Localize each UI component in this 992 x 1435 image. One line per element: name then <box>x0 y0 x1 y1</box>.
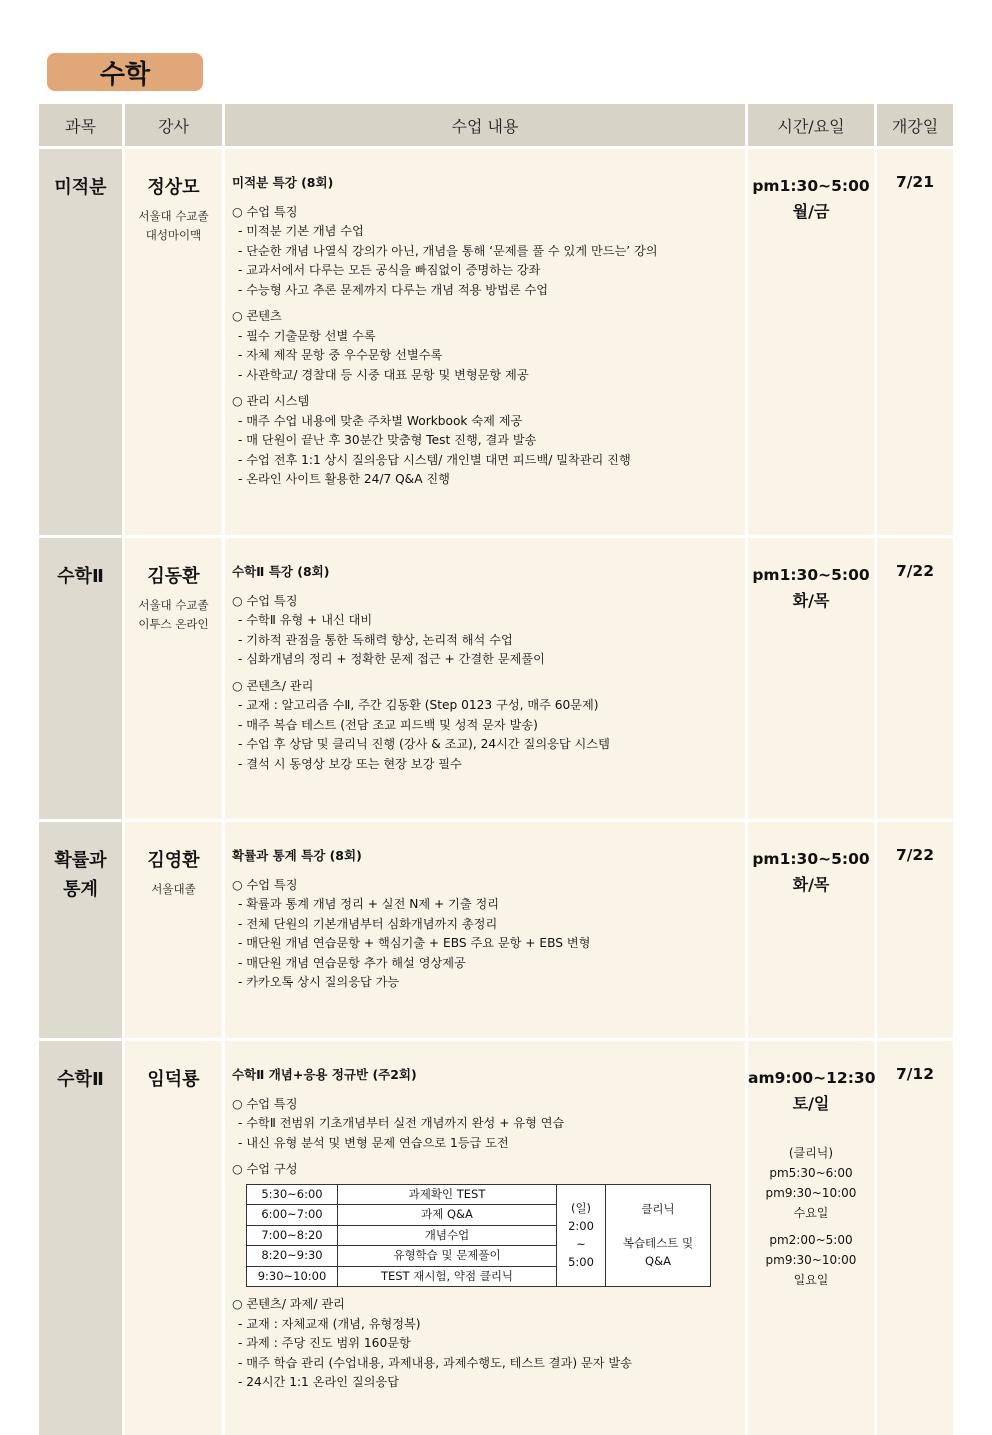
row1-subject: 미적분 <box>39 149 122 535</box>
schedule-desc: 과제확인 TEST <box>338 1184 557 1205</box>
clinic-info-line: pm5:30~6:00 <box>769 1166 853 1180</box>
sunday-line: 5:00 <box>568 1255 594 1270</box>
clinic-info-line: pm9:30~10:00 <box>765 1253 857 1267</box>
row2-open-date: 7/22 <box>877 538 953 819</box>
section-item: - 미적분 기본 개념 수업 <box>238 224 364 238</box>
section-head: ○ 콘텐츠/ 과제/ 관리 <box>232 1297 345 1311</box>
section-item: - 수능형 사고 추론 문제까지 다루는 개념 적용 방법론 수업 <box>238 282 549 297</box>
teacher-name: 임덕룡 <box>147 1069 200 1090</box>
course-title: 수학Ⅱ 특강 (8회) <box>232 564 330 579</box>
section-item: - 사관학교/ 경찰대 등 시중 대표 문항 및 변형문항 제공 <box>238 367 529 382</box>
row3-subject <box>39 822 122 1038</box>
section-head: ○ 수업 특징 <box>232 877 298 892</box>
schedule-time: 6:00~7:00 <box>247 1205 338 1226</box>
section-item: - 결석 시 동영상 보강 또는 현장 보강 필수 <box>238 756 462 771</box>
row3-content <box>225 822 745 1038</box>
schedule-time: 8:20~9:30 <box>247 1246 338 1267</box>
section-item: - 자체 제작 문항 중 우수문항 선별수록 <box>238 348 443 362</box>
section-item: - 필수 기출문항 선별 수록 <box>238 328 376 343</box>
course-table <box>39 104 949 1435</box>
sunday-slot <box>557 1184 606 1287</box>
section-head: ○ 수업 구성 <box>232 1162 298 1176</box>
section-item: - 수업 전후 1:1 상시 질의응답 시스템/ 개인별 대면 피드백/ 밀착관리 진행 <box>238 452 631 467</box>
row1-time <box>748 149 874 535</box>
subject-line: 확률과 <box>54 850 107 871</box>
section-head: ○ 콘텐츠/ 관리 <box>232 678 314 693</box>
schedule-desc: 유형학습 및 문제풀이 <box>338 1246 557 1267</box>
section-head: ○ 콘텐츠 <box>232 309 282 323</box>
course-title: 확률과 통계 특강 (8회) <box>232 848 362 863</box>
section-item: - 온라인 사이트 활용한 24/7 Q&A 진행 <box>238 472 450 486</box>
class-days: 화/목 <box>792 875 830 894</box>
section-head: ○ 수업 특징 <box>232 593 298 608</box>
content-section <box>232 392 739 490</box>
teacher-affiliation: 서울대 수교졸 <box>138 209 209 223</box>
row4-subject: 수학Ⅱ <box>39 1041 122 1435</box>
subject-line: 통계 <box>63 879 98 900</box>
teacher-name: 김동환 <box>147 566 200 587</box>
clinic-info-line: (클리닉) <box>788 1146 834 1160</box>
class-time: pm1:30~5:00 <box>752 566 870 584</box>
clinic-info-line: pm9:30~10:00 <box>765 1186 857 1200</box>
row2-content <box>225 538 745 819</box>
header-time: 시간/요일 <box>748 104 874 146</box>
course-title: 수학Ⅱ 개념+응용 정규반 (주2회) <box>232 1067 417 1082</box>
row3-open-date: 7/22 <box>877 822 953 1038</box>
section-item: - 전체 단원의 기본개념부터 심화개념까지 총정리 <box>238 916 498 931</box>
row2-subject: 수학Ⅱ <box>39 538 122 819</box>
clinic-slot <box>606 1184 711 1287</box>
schedule-time: 9:30~10:00 <box>247 1266 338 1287</box>
section-item: - 과제 : 주당 진도 범위 160문항 <box>238 1336 411 1350</box>
section-item: - 매주 학습 관리 (수업내용, 과제내용, 과제수행도, 테스트 결과) 문자 발송 <box>238 1355 632 1370</box>
clinic-info-line: 일요일 <box>793 1273 829 1287</box>
section-item: - 매단원 개념 연습문항 + 핵심기출 + EBS 주요 문항 + EBS 변형 <box>238 936 591 950</box>
schedule-time: 5:30~6:00 <box>247 1184 338 1205</box>
content-section <box>232 1160 739 1287</box>
section-item: - 수학Ⅱ 유형 + 내신 대비 <box>238 613 373 627</box>
clinic-line: Q&A <box>645 1254 671 1269</box>
sunday-line: (일) <box>570 1201 592 1216</box>
schedule-row <box>247 1184 711 1205</box>
class-days: 화/목 <box>792 591 830 610</box>
schedule-desc: 개념수업 <box>338 1225 557 1246</box>
teacher-affiliation: 서울대졸 <box>151 882 196 896</box>
row3-teacher <box>125 822 222 1038</box>
clinic-info-line: 수요일 <box>793 1206 829 1220</box>
row4-open-date: 7/12 <box>877 1041 953 1435</box>
section-item: - 교재 : 자체교재 (개념, 유형정복) <box>238 1316 421 1331</box>
content-section <box>232 203 739 301</box>
section-item: - 매 단원이 끝난 후 30분간 맞춤형 Test 진행, 결과 발송 <box>238 433 537 447</box>
teacher-affiliation: 대성마이맥 <box>145 228 202 242</box>
section-item: - 기하적 관점을 통한 독해력 향상, 논리적 해석 수업 <box>238 632 513 647</box>
section-item: - 매단원 개념 연습문항 추가 해설 영상제공 <box>238 955 466 970</box>
content-section <box>232 1095 739 1154</box>
header-subject: 과목 <box>39 104 122 146</box>
sunday-line: 2:00 <box>568 1219 594 1234</box>
content-section <box>232 307 739 385</box>
subject-badge: 수학 <box>47 53 203 91</box>
section-item: - 교과서에서 다루는 모든 공식을 빠짐없이 증명하는 강좌 <box>238 263 541 277</box>
teacher-affiliation: 서울대 수교졸 <box>138 598 209 612</box>
content-section <box>232 876 739 993</box>
row4-time <box>748 1041 874 1435</box>
row3-time <box>748 822 874 1038</box>
row2-teacher <box>125 538 222 819</box>
section-head: ○ 관리 시스템 <box>232 394 310 408</box>
section-item: - 단순한 개념 나열식 강의가 아닌, 개념을 통해 ‘문제를 풀 수 있게 만드는’ 강의 <box>238 243 658 258</box>
header-content: 수업 내용 <box>225 104 745 146</box>
content-section <box>232 1295 739 1393</box>
class-time: am9:00~12:30 <box>748 1069 876 1087</box>
header-teacher: 강사 <box>125 104 222 146</box>
row4-teacher <box>125 1041 222 1435</box>
class-time: pm1:30~5:00 <box>752 850 870 868</box>
section-item: - 내신 유형 분석 및 변형 문제 연습으로 1등급 도전 <box>238 1135 509 1150</box>
course-title: 미적분 특강 (8회) <box>232 175 334 190</box>
teacher-name: 정상모 <box>147 177 200 198</box>
section-item: - 수학Ⅱ 전범위 기초개념부터 실전 개념까지 완성 + 유형 연습 <box>238 1116 565 1130</box>
row4-content <box>225 1041 745 1435</box>
schedule-table <box>246 1184 711 1288</box>
clinic-line: 복습테스트 및 <box>622 1236 694 1251</box>
section-item: - 24시간 1:1 온라인 질의응답 <box>238 1375 399 1389</box>
schedule-desc: 과제 Q&A <box>338 1205 557 1226</box>
schedule-time: 7:00~8:20 <box>247 1225 338 1246</box>
section-item: - 매주 복습 테스트 (전담 조교 피드백 및 성적 문자 발송) <box>238 717 538 732</box>
header-open: 개강일 <box>877 104 953 146</box>
row2-time <box>748 538 874 819</box>
class-time: pm1:30~5:00 <box>752 177 870 195</box>
schedule-desc: TEST 재시험, 약점 클리닉 <box>338 1266 557 1287</box>
clinic-info-line: pm2:00~5:00 <box>769 1233 853 1247</box>
section-head: ○ 수업 특징 <box>232 204 298 219</box>
section-item: - 매주 수업 내용에 맞춘 주차별 Workbook 숙제 제공 <box>238 413 523 428</box>
content-section <box>232 592 739 670</box>
section-item: - 카카오톡 상시 질의응답 가능 <box>238 975 400 989</box>
row1-open-date: 7/21 <box>877 149 953 535</box>
section-item: - 수업 후 상담 및 클리닉 진행 (강사 & 조교), 24시간 질의응답 시스템 <box>238 737 610 751</box>
section-item: - 교재 : 알고리즘 수Ⅱ, 주간 김동환 (Step 0123 구성, 매주 60문제) <box>238 698 599 712</box>
teacher-name: 김영환 <box>147 850 200 871</box>
section-item: - 심화개념의 정리 + 정확한 문제 접근 + 간결한 문제풀이 <box>238 652 545 666</box>
row1-content <box>225 149 745 535</box>
section-head: ○ 수업 특징 <box>232 1096 298 1111</box>
content-section <box>232 677 739 775</box>
row1-teacher <box>125 149 222 535</box>
clinic-info <box>748 1143 874 1290</box>
clinic-line: 클리닉 <box>641 1202 675 1217</box>
teacher-affiliation: 이투스 온라인 <box>138 617 209 631</box>
class-days: 토/일 <box>792 1094 830 1113</box>
section-item: - 확률과 통계 개념 정리 + 실전 N제 + 기출 정리 <box>238 897 500 911</box>
class-days: 월/금 <box>792 202 830 221</box>
sunday-line: ~ <box>576 1237 586 1252</box>
